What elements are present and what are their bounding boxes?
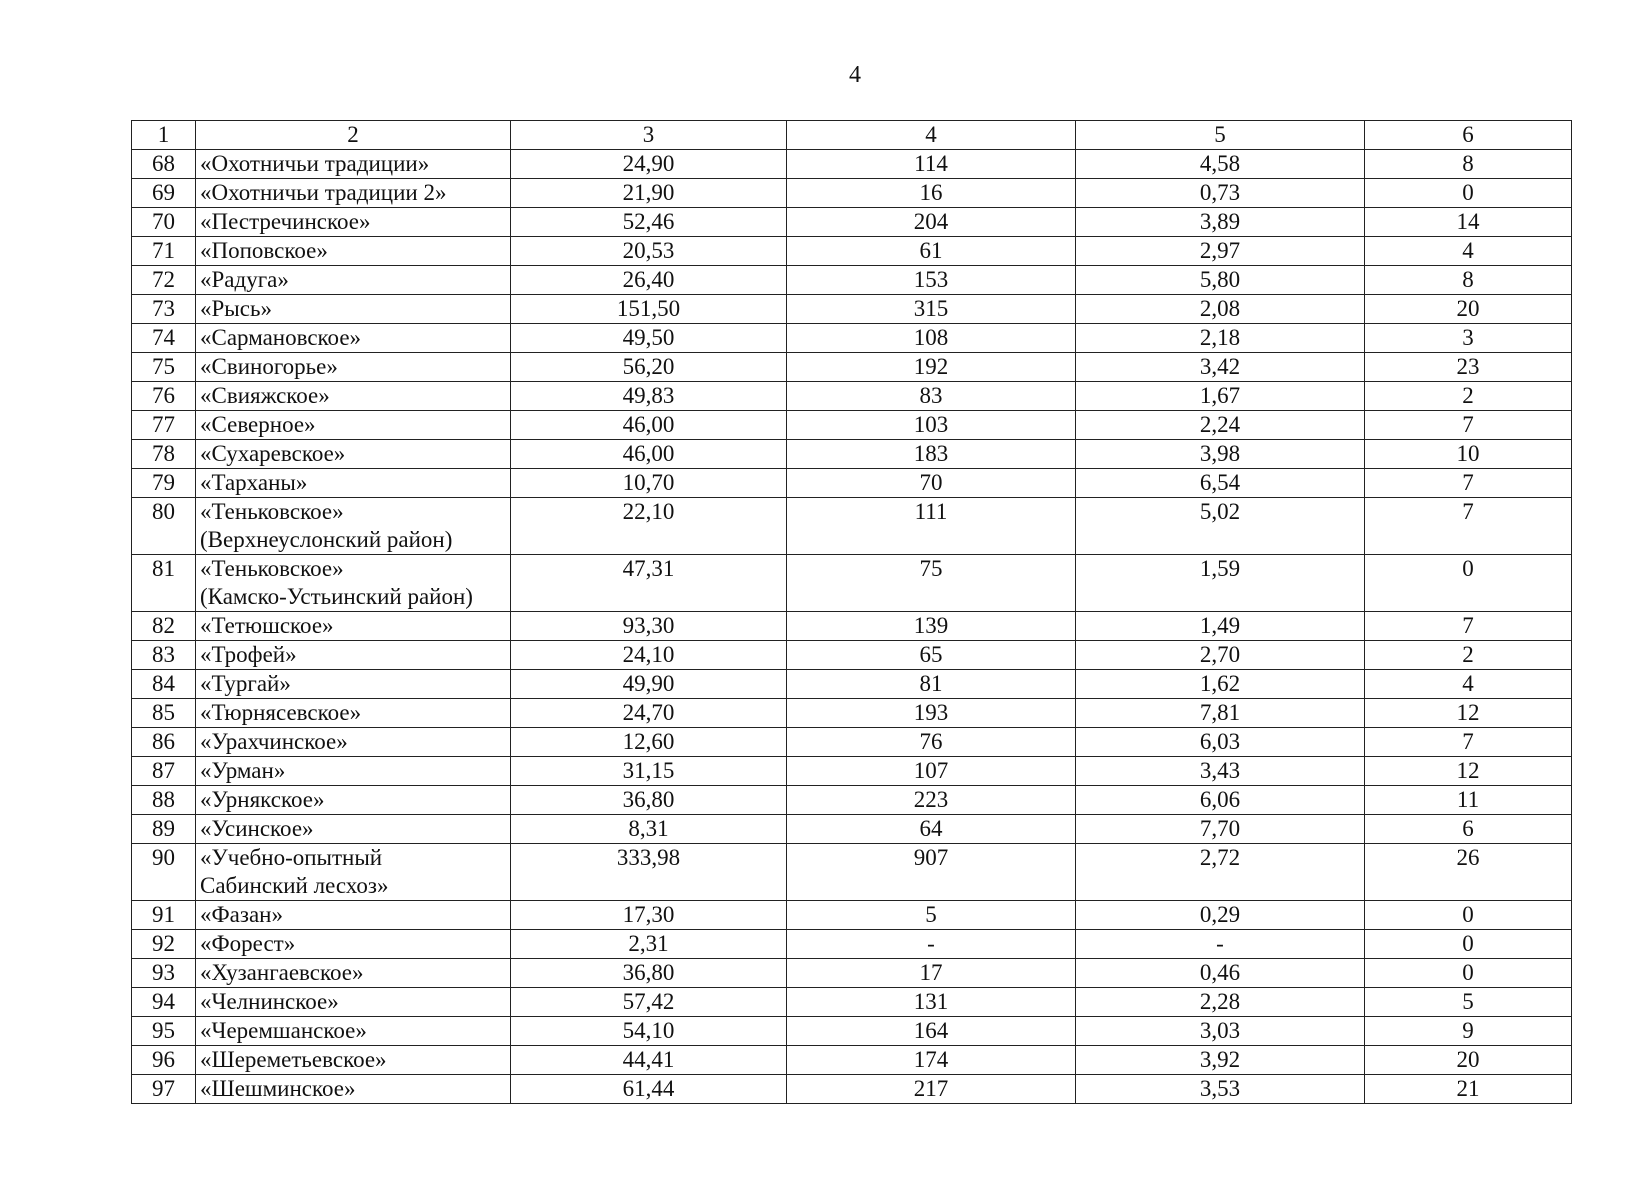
table-row (132, 786, 1572, 815)
row-number-cell: 96 (132, 1046, 196, 1075)
row-col-6-cell: 0 (1365, 959, 1572, 988)
row-number-cell: 82 (132, 612, 196, 641)
row-name-cell (196, 440, 511, 469)
row-name-line: «Теньковское» (200, 499, 344, 524)
row-name-cell (196, 353, 511, 382)
row-name-cell (196, 757, 511, 786)
row-col-4-cell: 108 (787, 324, 1076, 353)
row-col-3-cell: 93,30 (511, 612, 787, 641)
table-row (132, 1017, 1572, 1046)
row-name-line: «Усинское» (200, 816, 314, 841)
row-number-cell: 90 (132, 844, 196, 901)
row-name-line: «Урнякское» (200, 787, 325, 812)
row-name-cell (196, 815, 511, 844)
row-col-3-cell: 46,00 (511, 440, 787, 469)
row-col-4-cell: 192 (787, 353, 1076, 382)
table-row (132, 1046, 1572, 1075)
row-name-cell (196, 1075, 511, 1104)
row-col-4-cell: 103 (787, 411, 1076, 440)
row-col-5-cell: 3,92 (1076, 1046, 1365, 1075)
row-col-6-cell: 3 (1365, 324, 1572, 353)
row-col-3-cell: 24,10 (511, 641, 787, 670)
row-name-line: «Урман» (200, 758, 286, 783)
row-number-cell: 79 (132, 469, 196, 498)
row-col-6-cell: 8 (1365, 150, 1572, 179)
row-name-cell (196, 295, 511, 324)
row-name-cell (196, 728, 511, 757)
row-name-line: «Поповское» (200, 238, 328, 263)
table-row (132, 469, 1572, 498)
row-name-cell (196, 901, 511, 930)
row-name-line: «Пестречинское» (200, 209, 371, 234)
row-col-6-cell: 5 (1365, 988, 1572, 1017)
row-col-6-cell: 7 (1365, 498, 1572, 555)
row-name-cell (196, 641, 511, 670)
row-col-4-cell: 183 (787, 440, 1076, 469)
row-name-cell (196, 324, 511, 353)
row-col-3-cell: 49,50 (511, 324, 787, 353)
row-name-line: «Свиногорье» (200, 354, 338, 379)
row-col-4-cell: 164 (787, 1017, 1076, 1046)
row-col-6-cell: 0 (1365, 930, 1572, 959)
table-row (132, 670, 1572, 699)
row-col-5-cell: 3,03 (1076, 1017, 1365, 1046)
row-col-5-cell: 2,18 (1076, 324, 1365, 353)
row-col-4-cell: 70 (787, 469, 1076, 498)
row-col-6-cell: 7 (1365, 469, 1572, 498)
row-name-line: (Камско-Устьинский район) (200, 584, 473, 609)
row-name-cell (196, 959, 511, 988)
row-col-5-cell: 3,53 (1076, 1075, 1365, 1104)
row-number-cell: 74 (132, 324, 196, 353)
row-col-3-cell: 333,98 (511, 844, 787, 901)
data-table (131, 120, 1572, 1104)
row-col-5-cell: 1,59 (1076, 555, 1365, 612)
row-col-3-cell: 24,70 (511, 699, 787, 728)
table-row (132, 411, 1572, 440)
row-col-5-cell: 2,28 (1076, 988, 1365, 1017)
row-col-4-cell: 315 (787, 295, 1076, 324)
row-number-cell: 77 (132, 411, 196, 440)
row-number-cell: 72 (132, 266, 196, 295)
row-col-4-cell: 107 (787, 757, 1076, 786)
row-col-3-cell: 49,90 (511, 670, 787, 699)
row-col-6-cell: 12 (1365, 757, 1572, 786)
row-name-cell (196, 179, 511, 208)
row-name-line: «Челнинское» (200, 989, 339, 1014)
row-col-5-cell: 1,62 (1076, 670, 1365, 699)
row-col-3-cell: 61,44 (511, 1075, 787, 1104)
row-name-line: «Трофей» (200, 642, 297, 667)
table-row (132, 901, 1572, 930)
row-col-3-cell: 56,20 (511, 353, 787, 382)
row-col-5-cell: 2,70 (1076, 641, 1365, 670)
row-col-5-cell: 5,02 (1076, 498, 1365, 555)
row-col-6-cell: 6 (1365, 815, 1572, 844)
row-col-6-cell: 4 (1365, 670, 1572, 699)
table-row (132, 1075, 1572, 1104)
row-number-cell: 71 (132, 237, 196, 266)
row-number-cell: 75 (132, 353, 196, 382)
row-name-line: «Тарханы» (200, 470, 308, 495)
row-col-6-cell: 11 (1365, 786, 1572, 815)
row-name-cell (196, 1017, 511, 1046)
row-col-3-cell: 24,90 (511, 150, 787, 179)
header-col-5: 5 (1076, 121, 1365, 150)
row-col-6-cell: 4 (1365, 237, 1572, 266)
row-col-3-cell: 8,31 (511, 815, 787, 844)
row-name-line: «Сухаревское» (200, 441, 346, 466)
row-name-line: «Северное» (200, 412, 316, 437)
row-col-6-cell: 26 (1365, 844, 1572, 901)
row-name-line: «Теньковское» (200, 556, 344, 581)
row-col-5-cell: 2,08 (1076, 295, 1365, 324)
row-name-cell (196, 208, 511, 237)
row-col-4-cell: 111 (787, 498, 1076, 555)
row-name-line: «Урахчинское» (200, 729, 348, 754)
row-number-cell: 87 (132, 757, 196, 786)
table-row (132, 440, 1572, 469)
row-name-line: «Охотничьи традиции» (200, 151, 430, 176)
row-number-cell: 84 (132, 670, 196, 699)
row-col-4-cell: 139 (787, 612, 1076, 641)
row-name-cell (196, 612, 511, 641)
table-row (132, 498, 1572, 555)
row-col-4-cell: 5 (787, 901, 1076, 930)
row-number-cell: 83 (132, 641, 196, 670)
row-name-cell (196, 382, 511, 411)
row-name-cell (196, 699, 511, 728)
row-col-5-cell: 0,46 (1076, 959, 1365, 988)
row-col-5-cell: 3,98 (1076, 440, 1365, 469)
row-name-cell (196, 555, 511, 612)
row-col-3-cell: 21,90 (511, 179, 787, 208)
row-name-cell (196, 150, 511, 179)
row-col-5-cell: 0,73 (1076, 179, 1365, 208)
table-row (132, 555, 1572, 612)
row-number-cell: 69 (132, 179, 196, 208)
header-col-3: 3 (511, 121, 787, 150)
row-col-3-cell: 46,00 (511, 411, 787, 440)
row-number-cell: 85 (132, 699, 196, 728)
row-col-5-cell: 6,54 (1076, 469, 1365, 498)
row-name-line: «Шереметьевское» (200, 1047, 387, 1072)
table-row (132, 728, 1572, 757)
row-name-cell (196, 670, 511, 699)
row-name-line: «Шешминское» (200, 1076, 356, 1101)
row-col-6-cell: 8 (1365, 266, 1572, 295)
row-name-line: «Сармановское» (200, 325, 362, 350)
row-name-line: «Охотничьи традиции 2» (200, 180, 447, 205)
row-col-4-cell: 114 (787, 150, 1076, 179)
row-col-5-cell: 2,24 (1076, 411, 1365, 440)
table-row (132, 699, 1572, 728)
row-col-3-cell: 10,70 (511, 469, 787, 498)
row-col-6-cell: 2 (1365, 641, 1572, 670)
row-col-6-cell: 2 (1365, 382, 1572, 411)
row-name-cell (196, 411, 511, 440)
row-col-5-cell: - (1076, 930, 1365, 959)
row-col-3-cell: 22,10 (511, 498, 787, 555)
row-col-5-cell: 0,29 (1076, 901, 1365, 930)
table-row (132, 988, 1572, 1017)
row-col-5-cell: 7,81 (1076, 699, 1365, 728)
row-col-4-cell: 153 (787, 266, 1076, 295)
row-col-6-cell: 7 (1365, 728, 1572, 757)
row-col-6-cell: 0 (1365, 179, 1572, 208)
row-col-3-cell: 26,40 (511, 266, 787, 295)
row-col-3-cell: 31,15 (511, 757, 787, 786)
row-number-cell: 94 (132, 988, 196, 1017)
row-name-line: «Учебно-опытный (200, 845, 383, 870)
table-row (132, 930, 1572, 959)
table-row (132, 179, 1572, 208)
table-row (132, 150, 1572, 179)
row-col-5-cell: 7,70 (1076, 815, 1365, 844)
row-col-4-cell: 204 (787, 208, 1076, 237)
table-row (132, 641, 1572, 670)
row-name-line: «Тургай» (200, 671, 291, 696)
table-row (132, 757, 1572, 786)
row-col-6-cell: 12 (1365, 699, 1572, 728)
row-name-line: «Рысь» (200, 296, 272, 321)
table-row (132, 324, 1572, 353)
row-col-4-cell: 217 (787, 1075, 1076, 1104)
row-name-line: «Черемшанское» (200, 1018, 367, 1043)
row-name-cell (196, 930, 511, 959)
row-name-cell (196, 1046, 511, 1075)
row-number-cell: 81 (132, 555, 196, 612)
row-col-5-cell: 2,97 (1076, 237, 1365, 266)
row-col-3-cell: 47,31 (511, 555, 787, 612)
row-number-cell: 88 (132, 786, 196, 815)
row-number-cell: 68 (132, 150, 196, 179)
row-name-line: «Форест» (200, 931, 296, 956)
header-col-4: 4 (787, 121, 1076, 150)
row-col-4-cell: 83 (787, 382, 1076, 411)
row-col-3-cell: 17,30 (511, 901, 787, 930)
row-col-3-cell: 57,42 (511, 988, 787, 1017)
row-col-6-cell: 20 (1365, 295, 1572, 324)
row-number-cell: 86 (132, 728, 196, 757)
row-col-5-cell: 1,67 (1076, 382, 1365, 411)
row-name-cell (196, 786, 511, 815)
row-col-6-cell: 10 (1365, 440, 1572, 469)
row-name-cell (196, 498, 511, 555)
row-col-6-cell: 21 (1365, 1075, 1572, 1104)
table-row (132, 815, 1572, 844)
row-name-line: «Свияжское» (200, 383, 330, 408)
header-col-1: 1 (132, 121, 196, 150)
row-number-cell: 76 (132, 382, 196, 411)
row-col-4-cell: 223 (787, 786, 1076, 815)
row-name-cell (196, 469, 511, 498)
row-col-4-cell: 193 (787, 699, 1076, 728)
row-col-5-cell: 1,49 (1076, 612, 1365, 641)
row-col-6-cell: 20 (1365, 1046, 1572, 1075)
row-col-4-cell: 907 (787, 844, 1076, 901)
table-row (132, 353, 1572, 382)
row-col-6-cell: 7 (1365, 411, 1572, 440)
row-number-cell: 92 (132, 930, 196, 959)
row-col-3-cell: 36,80 (511, 959, 787, 988)
row-col-5-cell: 2,72 (1076, 844, 1365, 901)
table-row (132, 208, 1572, 237)
row-name-cell (196, 237, 511, 266)
table-row (132, 382, 1572, 411)
row-col-4-cell: 16 (787, 179, 1076, 208)
row-col-4-cell: 64 (787, 815, 1076, 844)
row-col-5-cell: 6,06 (1076, 786, 1365, 815)
row-name-line: «Тюрнясевское» (200, 700, 362, 725)
row-col-3-cell: 20,53 (511, 237, 787, 266)
row-col-4-cell: 81 (787, 670, 1076, 699)
row-col-3-cell: 49,83 (511, 382, 787, 411)
row-col-3-cell: 36,80 (511, 786, 787, 815)
row-number-cell: 70 (132, 208, 196, 237)
row-col-4-cell: 65 (787, 641, 1076, 670)
table-row (132, 295, 1572, 324)
row-col-6-cell: 0 (1365, 555, 1572, 612)
row-col-5-cell: 3,42 (1076, 353, 1365, 382)
row-name-cell (196, 844, 511, 901)
row-number-cell: 95 (132, 1017, 196, 1046)
row-col-3-cell: 44,41 (511, 1046, 787, 1075)
table-body (132, 150, 1572, 1104)
row-col-4-cell: 75 (787, 555, 1076, 612)
table-row (132, 237, 1572, 266)
table-row (132, 844, 1572, 901)
row-col-3-cell: 12,60 (511, 728, 787, 757)
row-col-5-cell: 6,03 (1076, 728, 1365, 757)
table-row (132, 612, 1572, 641)
row-name-cell (196, 266, 511, 295)
row-col-5-cell: 3,89 (1076, 208, 1365, 237)
row-col-4-cell: 131 (787, 988, 1076, 1017)
table-header-row (132, 121, 1572, 150)
row-number-cell: 97 (132, 1075, 196, 1104)
row-col-6-cell: 0 (1365, 901, 1572, 930)
row-number-cell: 89 (132, 815, 196, 844)
row-col-4-cell: 17 (787, 959, 1076, 988)
row-number-cell: 80 (132, 498, 196, 555)
row-col-3-cell: 54,10 (511, 1017, 787, 1046)
row-col-4-cell: - (787, 930, 1076, 959)
row-name-line: «Фазан» (200, 902, 283, 927)
row-col-6-cell: 23 (1365, 353, 1572, 382)
row-col-6-cell: 7 (1365, 612, 1572, 641)
row-number-cell: 78 (132, 440, 196, 469)
row-name-line: (Верхнеуслонский район) (200, 527, 453, 552)
table-row (132, 266, 1572, 295)
row-col-5-cell: 4,58 (1076, 150, 1365, 179)
page-number: 4 (849, 62, 861, 88)
row-col-3-cell: 52,46 (511, 208, 787, 237)
row-col-4-cell: 76 (787, 728, 1076, 757)
row-name-line: Сабинский лесхоз» (200, 873, 389, 898)
row-name-line: «Хузангаевское» (200, 960, 364, 985)
row-col-6-cell: 14 (1365, 208, 1572, 237)
row-name-line: «Тетюшское» (200, 613, 334, 638)
header-col-2: 2 (196, 121, 511, 150)
row-col-6-cell: 9 (1365, 1017, 1572, 1046)
row-col-3-cell: 2,31 (511, 930, 787, 959)
row-col-3-cell: 151,50 (511, 295, 787, 324)
row-number-cell: 73 (132, 295, 196, 324)
row-col-5-cell: 3,43 (1076, 757, 1365, 786)
table-row (132, 959, 1572, 988)
row-col-5-cell: 5,80 (1076, 266, 1365, 295)
header-col-6: 6 (1365, 121, 1572, 150)
row-col-4-cell: 61 (787, 237, 1076, 266)
row-name-line: «Радуга» (200, 267, 289, 292)
row-col-4-cell: 174 (787, 1046, 1076, 1075)
row-name-cell (196, 988, 511, 1017)
row-number-cell: 91 (132, 901, 196, 930)
row-number-cell: 93 (132, 959, 196, 988)
